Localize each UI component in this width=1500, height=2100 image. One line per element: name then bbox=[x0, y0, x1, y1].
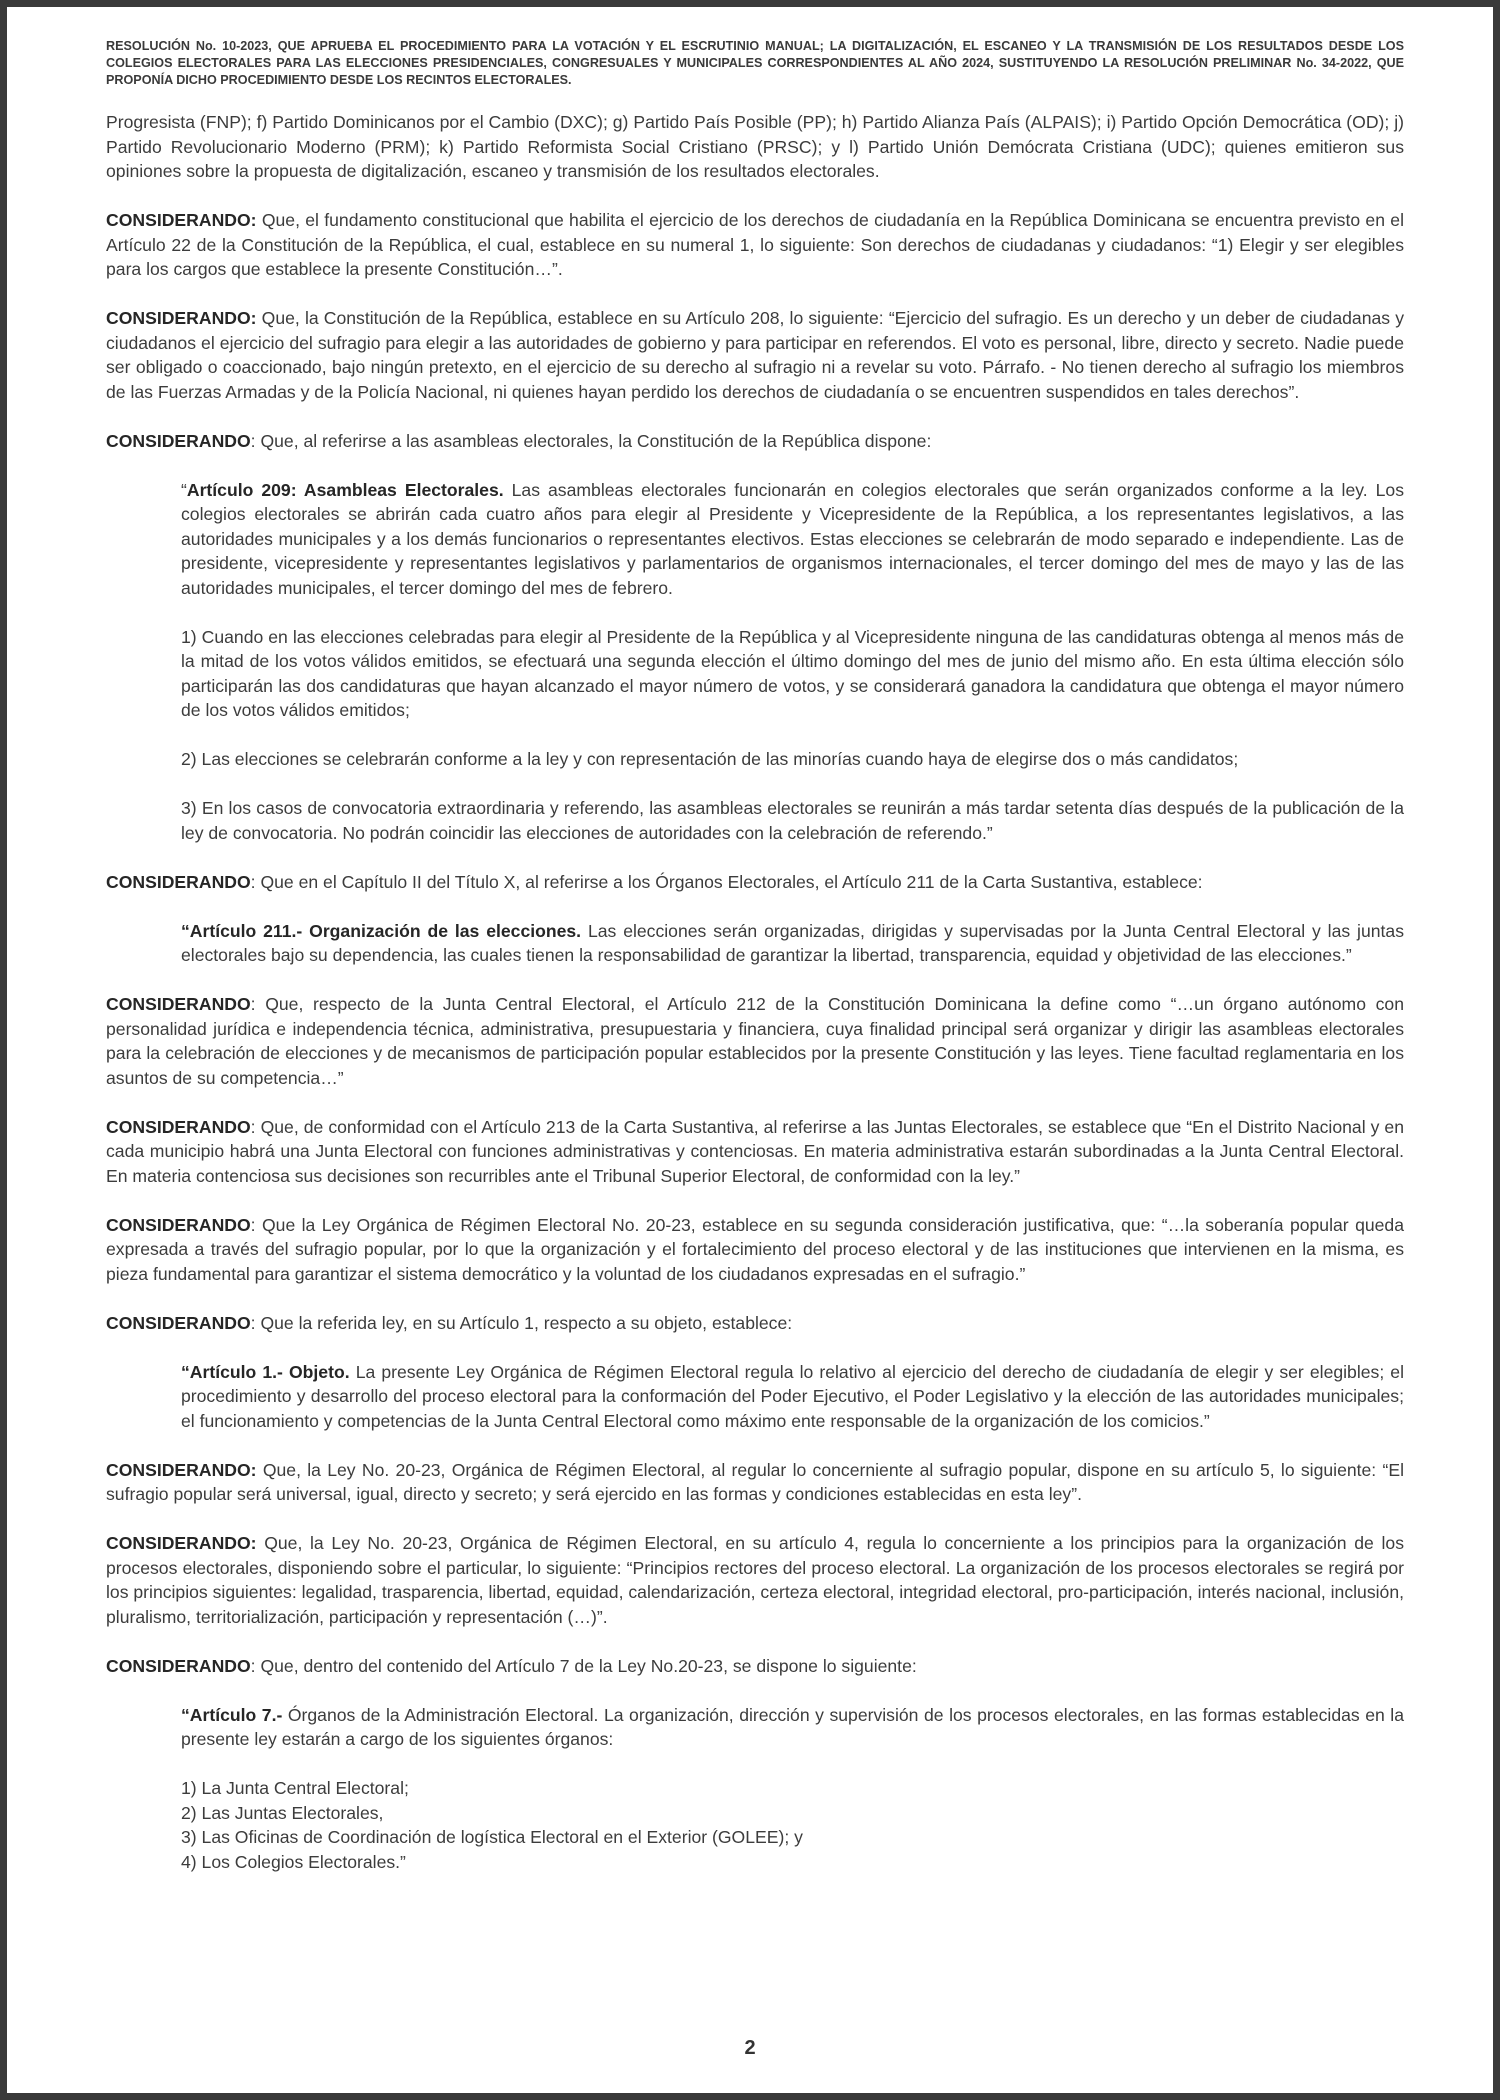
organ-list-item: 1) La Junta Central Electoral; bbox=[181, 1778, 409, 1798]
paragraph-text: Las elecciones serán organizadas, dirigidas y supervisadas por la Junta Central Electoral y las juntas electorales bajo su dependencia, las cuales tienen la responsabilidad de garantizar la libertad, transparencia, equidad y objetividad de las elecciones.” bbox=[181, 920, 1404, 965]
paragraph-text: La presente Ley Orgánica de Régimen Electoral regula lo relativo al ejercicio del derecho de ciudadanía de elegir y ser elegibles; el procedimiento y desarrollo del proceso electoral para la conformación del Poder Ejecutivo, el Poder Legislativo y la elección de las autoridades municipales; el funcionamiento y competencias de la Junta Central Electoral como máximo ente responsable de la organización de los comicios.” bbox=[181, 1361, 1405, 1431]
resolution-header: RESOLUCIÓN No. 10-2023, QUE APRUEBA EL PROCEDIMIENTO PARA LA VOTACIÓN Y EL ESCRUTINIO MANUAL; LA DIGITALIZACIÓN, EL ESCANEO Y LA TRANSMISIÓN DE LOS RESULTADOS DESDE LOS COLEGIOS ELECTORALES PARA LAS ELECCIONES PRESIDENCIALES, CONGRESUALES Y MUNICIPALES CORRESPONDIENTES AL AÑO 2024, SUSTITUYENDO LA RESOLUCIÓN PRELIMINAR No. 34-2022, QUE PROPONÍA DICHO PROCEDIMIENTO DESDE LOS RECINTOS ELECTORALES. bbox=[106, 39, 1404, 87]
paragraph-text: Que, la Constitución de la República, establece en su Artículo 208, lo siguiente: “Ejercicio del sufragio. Es un derecho y un deber de ciudadanas y ciudadanos el ejercicio del sufragio para elegir a las autoridades de gobierno y para participar en referendos. El voto es personal, libre, directo y secreto. Nadie puede ser obligado o coaccionado, bajo ningún pretexto, en el ejercicio de su derecho al sufragio ni a revelar su voto. Párrafo. - No tienen derecho al sufragio los miembros de las Fuerzas Armadas y de la Policía Nacional, ni quienes hayan perdido los derechos de ciudadanía o se encuentren suspendidos en tales derechos”. bbox=[106, 308, 1404, 402]
considerando-paragraph bbox=[106, 1311, 1404, 1336]
party-list-paragraph: Progresista (FNP); f) Partido Dominicanos por el Cambio (DXC); g) Partido País Posible (PP); h) Partido Alianza País (ALPAIS); i) Partido Opción Democrática (OD); j) Partido Revolucionario Moderno (PRM); k) Partido Reformista Social Cristiano (PRSC); y l) Partido Unión Demócrata Cristiana (UDC); quienes emitieron sus opiniones sobre la propuesta de digitalización, escaneo y transmisión de los resultados electorales. bbox=[106, 112, 1404, 181]
paragraph-text: Que, el fundamento constitucional que habilita el ejercicio de los derechos de ciudadanía en la República Dominicana se encuentra previsto en el Artículo 22 de la Constitución de la República, el cual, establece en su numeral 1, lo siguiente: Son derechos de ciudadanas y ciudadanos: “1) Elegir y ser elegibles para los cargos que establece la presente Constitución…”. bbox=[106, 210, 1404, 279]
quoted-article bbox=[181, 1360, 1404, 1434]
considerando-paragraph bbox=[106, 1458, 1404, 1507]
paragraph-text: : Que, al referirse a las asambleas electorales, la Constitución de la República dispone: bbox=[250, 430, 932, 451]
considerando-paragraph bbox=[106, 1531, 1404, 1629]
quoted-article bbox=[181, 478, 1404, 601]
article-title: “Artículo 1.- Objeto. bbox=[181, 1361, 350, 1382]
considerando-label: CONSIDERANDO bbox=[106, 1655, 251, 1676]
considerando-label: CONSIDERANDO bbox=[106, 1312, 251, 1333]
paragraph-text: : Que la Ley Orgánica de Régimen Electoral No. 20-23, establece en su segunda consideración justificativa, que: “…la soberanía popular queda expresada a través del sufragio popular, por lo que la organización y el fortalecimiento del proceso electoral y de las instituciones que intervienen en la misma, es pieza fundamental para garantizar el sistema democrático y la voluntad de los ciudadanos expresadas en el sufragio.” bbox=[106, 1214, 1404, 1284]
article-title: “Artículo 7.- bbox=[181, 1704, 283, 1725]
paragraph-text: : Que en el Capítulo II del Título X, al referirse a los Órganos Electorales, el Artículo 211 de la Carta Sustantiva, establece: bbox=[250, 871, 1203, 892]
quoted-article bbox=[181, 1703, 1404, 1752]
organ-list-item: 2) Las Juntas Electorales, bbox=[181, 1802, 384, 1823]
considerando-paragraph bbox=[106, 992, 1404, 1090]
paragraph-text: Las asambleas electorales funcionarán en colegios electorales que serán organizados conforme a la ley. Los colegios electorales se abrirán cada cuatro años para elegir al Presidente y Vicepresidente de la República, a los representantes legislativos, a las autoridades municipales y a los demás funcionarios o representantes electivos. Estas elecciones se celebrarán de modo separado e independiente. Las de presidente, vicepresidente y representantes legislativos y parlamentarios de organismos internacionales, el tercer domingo del mes de mayo y las de las autoridades municipales, el tercer domingo del mes de febrero. bbox=[181, 479, 1405, 598]
considerando-paragraph bbox=[106, 208, 1404, 282]
paragraph-text: : Que la referida ley, en su Artículo 1, respecto a su objeto, establece: bbox=[250, 1312, 793, 1333]
organ-list-item: 4) Los Colegios Electorales.” bbox=[181, 1851, 406, 1872]
paragraph-text: Que, la Ley No. 20-23, Orgánica de Régimen Electoral, al regular lo concerniente al sufragio popular, dispone en su artículo 5, lo siguiente: “El sufragio popular será universal, igual, directo y secreto; y será ejercido en las formas y condiciones establecidas en esta ley”. bbox=[106, 1459, 1404, 1504]
paragraph-text: : Que, de conformidad con el Artículo 213 de la Carta Sustantiva, al referirse a las Juntas Electorales, se establece que “En el Distrito Nacional y en cada municipio habrá una Junta Electoral con funciones administrativas y contenciosas. En materia administrativa estarán subordinadas a la Junta Central Electoral. En materia contenciosa sus decisiones son recurribles ante el Tribunal Superior Electoral, de conformidad con la ley.” bbox=[106, 1116, 1404, 1186]
paragraph-text: Órganos de la Administración Electoral. La organización, dirección y supervisión de los procesos electorales, en las formas establecidas en la presente ley estarán a cargo de los siguientes órganos: bbox=[181, 1704, 1404, 1749]
paragraph-text: : Que, dentro del contenido del Artículo 7 de la Ley No.20-23, se dispone lo siguiente: bbox=[250, 1655, 917, 1676]
considerando-label: CONSIDERANDO bbox=[106, 1214, 251, 1235]
considerando-paragraph bbox=[106, 429, 1404, 454]
document-body bbox=[106, 110, 1404, 1874]
considerando-label: CONSIDERANDO bbox=[106, 430, 251, 451]
considerando-paragraph bbox=[106, 306, 1404, 404]
quoted-article bbox=[181, 919, 1404, 968]
quoted-article-item: 2) Las elecciones se celebrarán conforme a la ley y con representación de las minorías cuando haya de elegirse dos o más candidatos; bbox=[181, 749, 1239, 769]
article-title: “Artículo 211.- Organización de las elecciones. bbox=[181, 920, 582, 941]
page-number: 2 bbox=[744, 2037, 756, 2059]
considerando-paragraph bbox=[106, 1115, 1404, 1189]
organ-list-item: 3) Las Oficinas de Coordinación de logística Electoral en el Exterior (GOLEE); y bbox=[181, 1827, 803, 1847]
quoted-article-item: 1) Cuando en las elecciones celebradas para elegir al Presidente de la República y al Vicepresidente ninguna de las candidaturas obtenga al menos más de la mitad de los votos válidos emitidos, se efectuará una segunda elección el último domingo del mes de junio del mismo año. En esta última elección sólo participarán las dos candidaturas que hayan alcanzado el mayor número de votos, y se considerará ganadora la candidatura que obtenga el mayor número de los votos válidos emitidos; bbox=[181, 626, 1404, 720]
considerando-label: CONSIDERANDO bbox=[106, 871, 251, 892]
article-title: Artículo 209: Asambleas Electorales. bbox=[186, 479, 504, 500]
considerando-label: CONSIDERANDO bbox=[106, 1116, 251, 1137]
considerando-paragraph bbox=[106, 870, 1404, 895]
considerando-label: CONSIDERANDO: bbox=[106, 1533, 257, 1553]
considerando-paragraph bbox=[106, 1654, 1404, 1679]
considerando-label: CONSIDERANDO: bbox=[106, 1459, 257, 1480]
considerando-label: CONSIDERANDO: bbox=[106, 308, 257, 328]
considerando-label: CONSIDERANDO: bbox=[106, 210, 257, 230]
paragraph-text: Que, la Ley No. 20-23, Orgánica de Régimen Electoral, en su artículo 4, regula lo concerniente a los principios para la organización de los procesos electorales, disponiendo sobre el particular, lo siguiente: “Principios rectores del proceso electoral. La organización de los procesos electorales se regirá por los principios siguientes: legalidad, trasparencia, libertad, equidad, calendarización, certeza electoral, integridad electoral, pro-participación, interés nacional, inclusión, pluralismo, territorialización, participación y representación (…)”. bbox=[106, 1533, 1404, 1627]
considerando-paragraph bbox=[106, 1213, 1404, 1287]
quote-open: “ bbox=[181, 479, 187, 500]
considerando-label: CONSIDERANDO bbox=[106, 994, 251, 1014]
paragraph-text: : Que, respecto de la Junta Central Electoral, el Artículo 212 de la Constitución Dominicana la define como “…un órgano autónomo con personalidad jurídica e independencia técnica, administrativa, presupuestaria y financiera, cuya finalidad principal será organizar y dirigir las asambleas electorales para la celebración de elecciones y de mecanismos de participación popular establecidos por la presente Constitución y las leyes. Tiene facultad reglamentaria en los asuntos de su competencia…” bbox=[106, 994, 1404, 1088]
quoted-article-item: 3) En los casos de convocatoria extraordinaria y referendo, las asambleas electorales se reunirán a más tardar setenta días después de la publicación de la ley de convocatoria. No podrán coincidir las elecciones de autoridades con la celebración de referendo.” bbox=[181, 798, 1404, 843]
document-page bbox=[7, 7, 1493, 2093]
